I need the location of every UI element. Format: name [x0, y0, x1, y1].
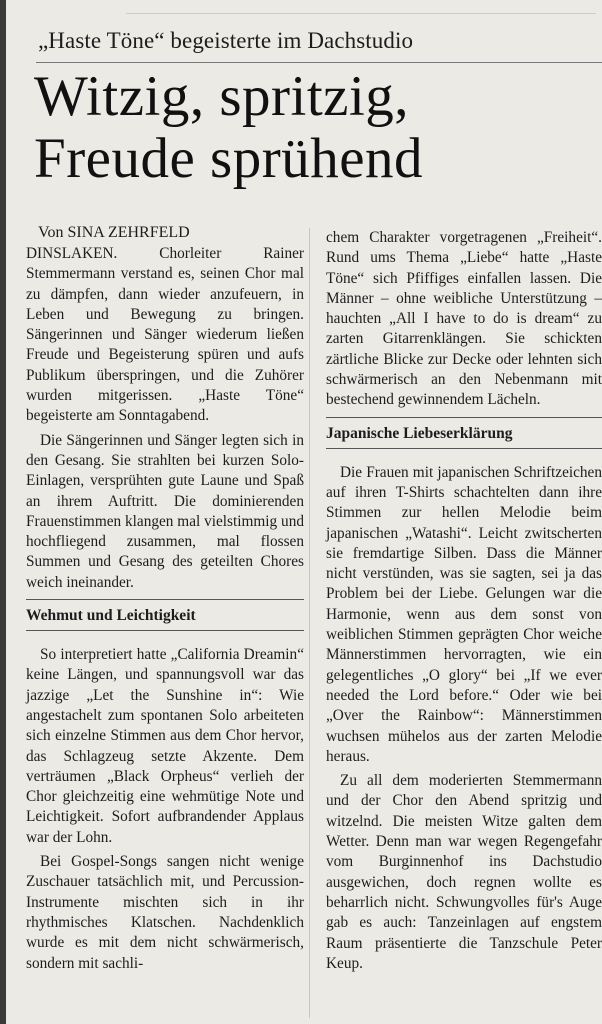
paragraph: DINSLAKEN. Chorleiter Rainer Stemmermann verstand es, seinen Chor mal zu dämpfen, dann wieder anzufeuern, in Leben und Bewegung zu bringen. Sängerinnen und Sänger wiederum ließen Freude und Begeisterung spüren und aufs Publikum überspringen, und die Zuhörer wurden mitgerissen. „Haste Töne“ begeisterte am Sonntagabend. [26, 245, 304, 425]
headline [34, 66, 594, 190]
left-column [26, 244, 304, 978]
paragraph: Bei Gospel-Songs sangen nicht wenige Zuschauer tatsächlich mit, und Percussion-Instrumente mischten sich in ihr rhythmisches Klatschen. Nachdenklich wurde es mit dem nicht schwärmerisch, sondern mit sachli- [26, 853, 304, 972]
kicker: „Haste Töne“ begeisterte im Dachstudio [38, 28, 414, 53]
subheading: Wehmut und Leichtigkeit [26, 599, 304, 631]
paragraph: Zu all dem moderierten Stemmermann und der Chor den Abend spritzig und witzelnd. Die meisten Witze galten dem Wetter. Denn man war wegen Regengefahr vom Burginnenhof ins Dachstudio ausgewichen, doch regnen wollte es beharrlich nicht. Schwungvolles für's Auge gab es auch: Tanzeinlagen auf engstem Raum präsentierte die Tanzschule Peter Keup. [326, 772, 602, 972]
paragraph: Die Sängerinnen und Sänger legten sich in den Gesang. Sie strahlten bei kurzen Solo-Einlagen, versprühten gute Laune und Spaß an ihrem Auftritt. Die dominierenden Frauenstimmen klangen mal vielstimmig und hochfliegend zusammen, mal flossen Summen und Gesang des geteilten Chores weich ineinander. [26, 431, 304, 591]
paragraph: chem Charakter vorgetragenen „Freiheit“. Rund ums Thema „Liebe“ hatte „Haste Töne“ sich Pfiffiges einfallen lassen. Die Männer – ohne weibliche Unterstützung – hauchten „All I have to do is dream“ zu zarten Gitarrenklängen. Sie schickten zärtliche Blicke zur Decke oder lehnten sich schwärmerisch an den Nebenmann mit bestechend gewinnendem Lächeln. [326, 229, 602, 409]
paragraph: Die Frauen mit japanischen Schriftzeichen auf ihren T-Shirts schachtelten dann ihre Stimmen zur hellen Melodie beim japanischen „Watashi“. Leicht zwitscherten sie fremdartige Silben. Dass die Männer nicht verstünden, was sie sagten, sei ja das Problem bei der Liebe. Gelungen war die Harmonie, wenn aus dem sonst von weiblichen Stimmen geprägten Chor weiche Männerstimmen hervorragten, wie ein gelegentliches „O glory“ bei „If we ever needed the Lord before.“ Oder wie bei „Over the Rainbow“: Männerstimmen wuchsen mühelos aus der zarten Melodie heraus. [326, 463, 602, 765]
right-column [326, 228, 602, 978]
subheading: Japanische Liebeserklärung [326, 417, 602, 449]
headline-line-2: Freude sprühend [34, 127, 423, 190]
paragraph: So interpretiert hatte „California Dreamin“ keine Längen, und spannungsvoll war das jazzige „Let the Sunshine in“: Wie angestachelt zum spontanen Solo arbeiteten sich einzelne Stimmen aus dem Chor hervor, das Schlagzeug setzte Akzente. Dem verträumen „Black Orpheus“ verlieh der Chor gleichzeitig eine wehmütige Note und Leichtigkeit. Sofort aufbrandender Applaus war der Lohn. [26, 646, 304, 846]
column-divider [309, 228, 310, 1018]
kicker-rule [36, 62, 602, 63]
headline-line-1: Witzig, spritzig, [34, 65, 410, 128]
byline: Von SINA ZEHRFELD [38, 224, 190, 241]
fold-line [126, 4, 596, 14]
